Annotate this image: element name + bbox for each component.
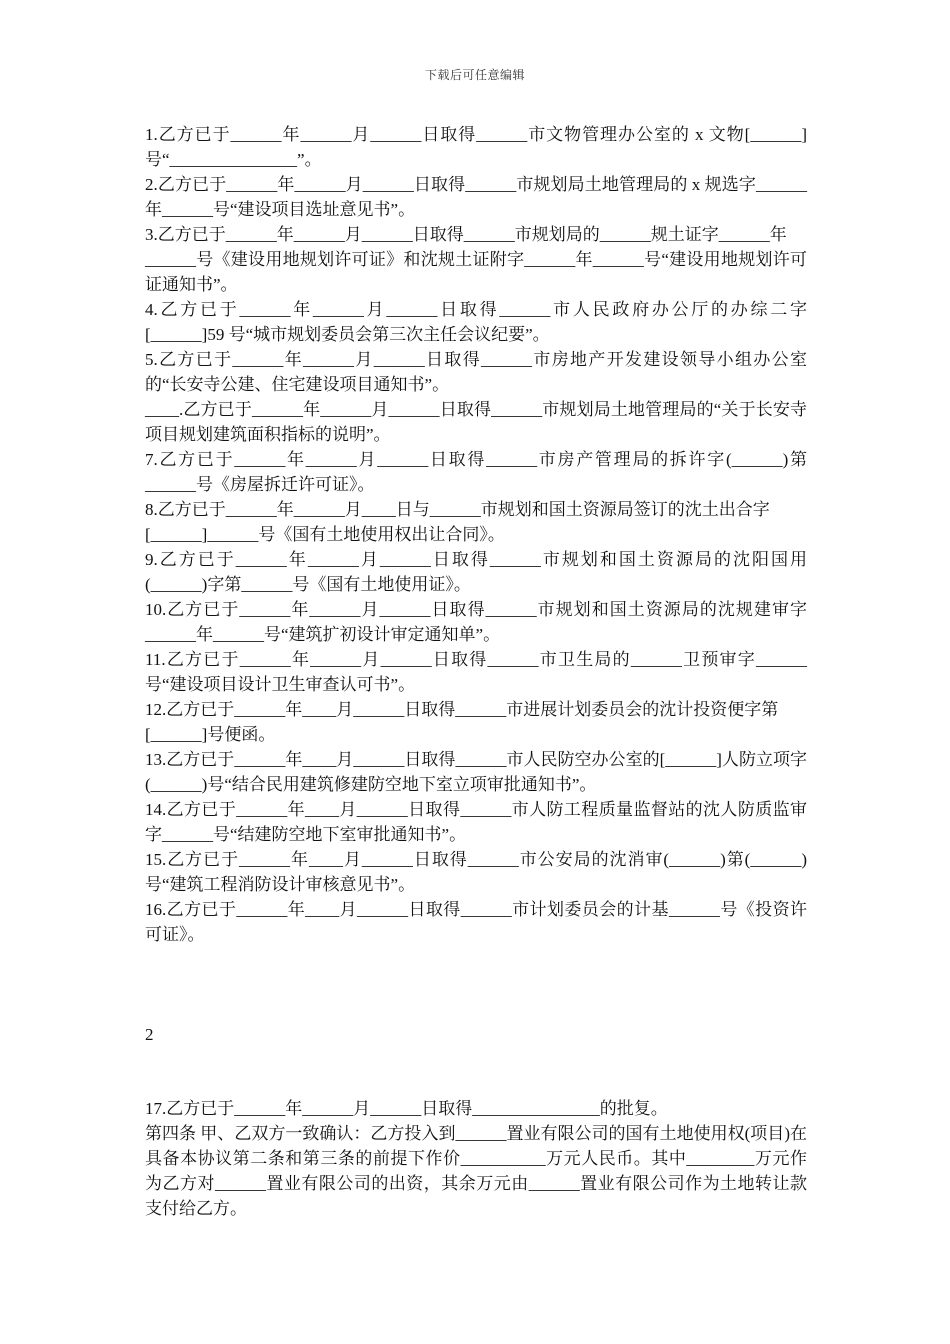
- clause-11: 11.乙方已于______年______月______日取得______市卫生局的______卫预审字______号“建设项目设计卫生审查认可书”。: [145, 650, 807, 694]
- clause-12-continued: [______]号便函。: [145, 725, 276, 744]
- clause-6: ____.乙方已于______年______月______日取得______市规划局土地管理局的“关于长安寺项目规划建筑面积指标的说明”。: [145, 400, 807, 444]
- clause-list: [145, 122, 807, 947]
- clause-3-continued: ______号《建设用地规划许可证》和沈规土证附字______年______号“建设用地规划许可证通知书”。: [145, 250, 807, 294]
- clause-4: 4.乙方已于______年______月______日取得______市人民政府办公厅的办综二字[______]59 号“城市规划委员会第三次主任会议纪要”。: [145, 300, 807, 344]
- clause-3: 3.乙方已于______年______月______日取得______市规划局的______规土证字______年: [145, 225, 787, 244]
- clause-7: 7.乙方已于______年______月______日取得______市房产管理局的拆许字(______)第______号《房屋拆迁许可证》。: [145, 450, 807, 494]
- page-number: 2: [145, 1025, 154, 1044]
- clause-9: 9.乙方已于______年______月______日取得______市规划和国土资源局的沈阳国用(______)字第______号《国有土地使用证》。: [145, 550, 807, 594]
- clause-5: 5.乙方已于______年______月______日取得______市房地产开发建设领导小组办公室的“长安寺公建、住宅建设项目通知书”。: [145, 350, 807, 394]
- clause-13: 13.乙方已于______年____月______日取得______市人民防空办公室的[______]人防立项字(______)号“结合民用建筑修建防空地下室立项审批通知书”。: [145, 750, 807, 794]
- article-4: 第四条 甲、乙双方一致确认：乙方投入到______置业有限公司的国有土地使用权(项目)在具备本协议第二条和第三条的前提下作价__________万元人民币。其中________万元作为乙方对______置业有限公司的出资，其余万元由______置业有限公司作为土地转让款支付给乙方。: [145, 1124, 807, 1218]
- clause-8-continued: [______]______号《国有土地使用权出让合同》。: [145, 525, 505, 544]
- clause-14: 14.乙方已于______年____月______日取得______市人防工程质量监督站的沈人防质监审字______号“结建防空地下室审批通知书”。: [145, 800, 807, 844]
- clause-17: 17.乙方已于______年______月______日取得_______________的批复。: [145, 1099, 668, 1118]
- clause-8: 8.乙方已于______年______月____日与______市规划和国土资源局签订的沈土出合字: [145, 500, 770, 519]
- clause-2: 2.乙方已于______年______月______日取得______市规划局土地管理局的 x 规选字______年______号“建设项目选址意见书”。: [145, 175, 807, 219]
- clause-16: 16.乙方已于______年____月______日取得______市计划委员会的计基______号《投资许可证》。: [145, 900, 807, 944]
- clause-list-continued: [145, 1096, 807, 1221]
- clause-15: 15.乙方已于______年____月______日取得______市公安局的沈消审(______)第(______)号“建筑工程消防设计审核意见书”。: [145, 850, 807, 894]
- clause-12: 12.乙方已于______年____月______日取得______市进展计划委员会的沈计投资便字第: [145, 700, 779, 719]
- page-header: 下载后可任意编辑: [424, 68, 525, 82]
- clause-1: 1.乙方已于______年______月______日取得______市文物管理办公室的 x 文物[______] 号“_______________”。: [145, 125, 807, 169]
- clause-10: 10.乙方已于______年______月______日取得______市规划和国土资源局的沈规建审字______年______号“建筑扩初设计审定通知单”。: [145, 600, 807, 644]
